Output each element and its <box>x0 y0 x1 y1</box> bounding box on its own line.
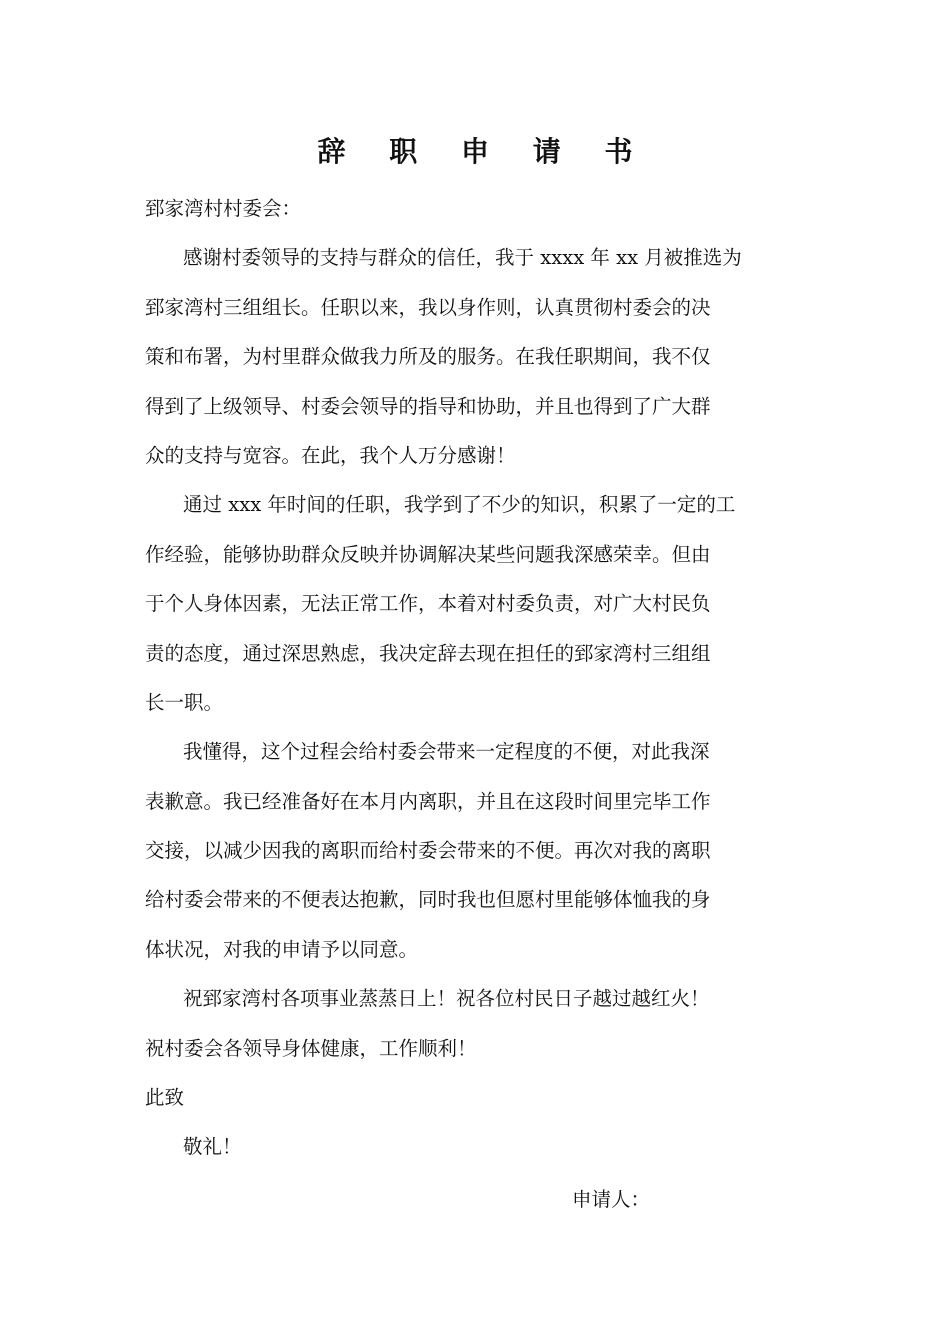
paragraph-1-line-3: 策和布署，为村里群众做我力所及的服务。在我任职期间，我不仅 <box>145 345 711 369</box>
closing-wish-line-1: 祝郅家湾村各项事业蒸蒸日上！祝各位村民日子越过越红火！ <box>183 987 710 1011</box>
paragraph-2-line-2: 作经验，能够协助群众反映并协调解决某些问题我深感荣幸。但由 <box>145 542 711 566</box>
salutation: 郅家湾村村委会： <box>145 197 302 220</box>
paragraph-3-line-1: 我懂得，这个过程会给村委会带来一定程度的不便，对此我深 <box>183 740 710 764</box>
paragraph-3-line-3: 交接，以减少因我的离职而给村委会带来的不便。再次对我的离职 <box>145 839 711 863</box>
paragraph-3-line-4: 给村委会带来的不便表达抱歉，同时我也但愿村里能够体恤我的身 <box>145 888 711 912</box>
paragraph-2-line-5: 长一职。 <box>145 690 224 714</box>
applicant-label: 申请人： <box>572 1188 651 1211</box>
paragraph-1-line-2: 郅家湾村三组组长。任职以来，我以身作则，认真贯彻村委会的决 <box>145 295 711 319</box>
paragraph-2-line-4: 责的态度，通过深思熟虑，我决定辞去现在担任的郅家湾村三组组 <box>145 641 711 665</box>
closing-wish-line-2: 祝村委会各领导身体健康，工作顺利！ <box>145 1036 477 1060</box>
paragraph-1-line-5: 众的支持与宽容。在此，我个人万分感谢！ <box>145 443 516 467</box>
paragraph-2-line-3: 于个人身体因素，无法正常工作，本着对村委负责，对广大村民负 <box>145 592 711 616</box>
letter-body <box>145 184 810 1172</box>
paragraph-3-line-5: 体状况，对我的申请予以同意。 <box>145 937 419 961</box>
paragraph-1-line-4: 得到了上级领导、村委会领导的指导和协助，并且也得到了广大群 <box>145 394 711 418</box>
closing-phrase: 此致 <box>145 1086 185 1110</box>
paragraph-3-line-2: 表歉意。我已经准备好在本月内离职，并且在这段时间里完毕工作 <box>145 789 711 813</box>
closing-salute: 敬礼！ <box>183 1135 242 1159</box>
paragraph-1-line-1: 感谢村委领导的支持与群众的信任，我于 xxxx 年 xx 月被推选为 <box>183 246 742 270</box>
document-title: 辞 职 申 请 书 <box>317 135 650 168</box>
paragraph-2-line-1: 通过 xxx 年时间的任职，我学到了不少的知识，积累了一定的工 <box>183 493 736 517</box>
